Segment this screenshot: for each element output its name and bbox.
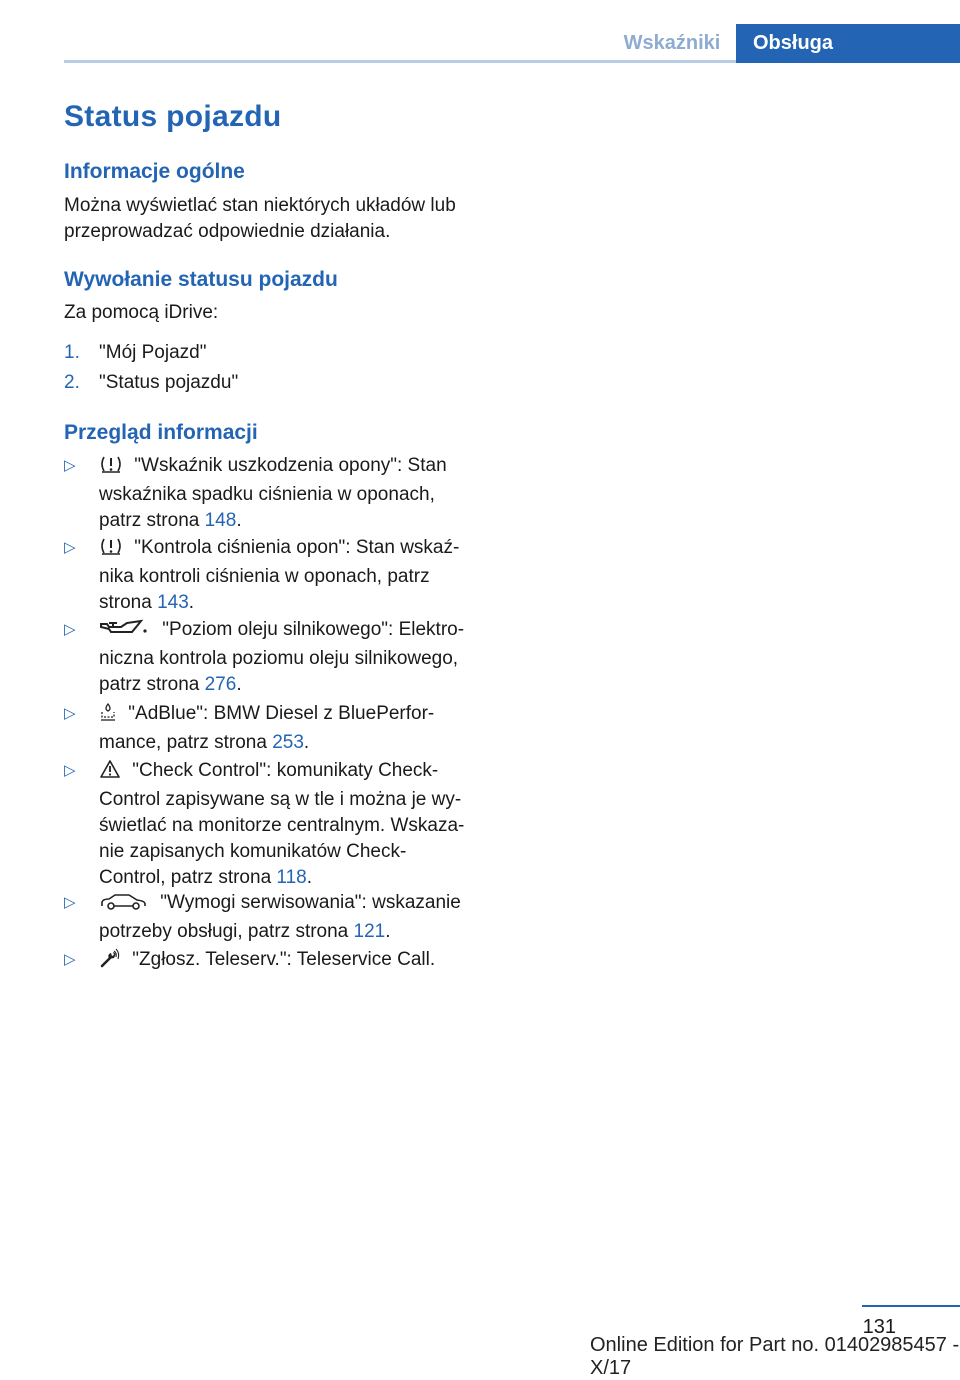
general-text-1: Można wyświetlać stan niektórych układów lub <box>64 195 456 216</box>
page-link-118[interactable]: 118 <box>276 867 307 888</box>
item-text: Control, patrz strona <box>99 867 277 888</box>
bullet-marker: ▷ <box>64 457 76 474</box>
tire-pressure-warning-icon <box>99 454 123 482</box>
teleservice-wrench-icon <box>99 948 121 976</box>
page-link-148[interactable]: 148 <box>204 510 237 531</box>
tab-wskazniki[interactable]: Wskaźniki <box>623 32 721 54</box>
item-text: patrz strona <box>99 674 205 695</box>
bullet-marker: ▷ <box>64 705 76 722</box>
page-number: 131 <box>862 1316 896 1338</box>
general-text-2: przeprowadzać odpowiednie działania. <box>64 221 391 242</box>
item-text: patrz strona <box>99 510 205 531</box>
bullet-marker: ▷ <box>64 539 76 556</box>
item-text-end: . <box>306 867 312 888</box>
page-link-253[interactable]: 253 <box>272 732 304 753</box>
oil-can-icon <box>99 618 151 646</box>
item-text-end: . <box>236 674 242 695</box>
footer-edition: Online Edition for Part no. 01402985457 - X/17 <box>590 1334 960 1379</box>
item-text: Control zapisywane są w tle i można je wy- <box>99 789 462 810</box>
heading-overview: Przegląd informacji <box>64 421 258 444</box>
page-link-276[interactable]: 276 <box>204 674 237 695</box>
page-link-121[interactable]: 121 <box>353 921 386 942</box>
item-text-end: . <box>303 732 310 753</box>
item-text: "Poziom oleju silnikowego": Elektro- <box>157 619 465 640</box>
page-number-rule <box>862 1305 960 1307</box>
item-text: mance, patrz strona <box>99 732 273 753</box>
page-link-143[interactable]: 143 <box>157 592 189 613</box>
item-text: "Wymogi serwisowania": wskazanie <box>155 892 461 913</box>
step-number: 1. <box>64 342 80 363</box>
item-text: "Kontrola ciśnienia opon": Stan wskaź- <box>129 537 460 558</box>
step-1 <box>64 340 206 366</box>
item-text: nie zapisanych komunikatów Check- <box>99 841 407 862</box>
call-text: Za pomocą iDrive: <box>64 302 219 323</box>
tab-obsluga[interactable]: Obsługa <box>736 24 960 63</box>
step-label: "Mój Pojazd" <box>99 342 207 363</box>
adblue-icon <box>99 702 117 730</box>
item-text: wskaźnika spadku ciśnienia w oponach, <box>99 484 435 505</box>
step-number: 2. <box>64 372 80 393</box>
service-car-icon <box>99 891 149 919</box>
item-text: nika kontroli ciśnienia w oponach, patrz <box>99 566 430 587</box>
item-text-end: . <box>188 592 195 613</box>
item-text: "AdBlue": BMW Diesel z BluePerfor- <box>123 703 435 724</box>
heading-general: Informacje ogólne <box>64 160 245 183</box>
item-text: świetlać na monitorze centralnym. Wskaza- <box>99 815 465 836</box>
item-text: niczna kontrola poziomu oleju silnikowego, <box>99 648 459 669</box>
item-text: "Wskaźnik uszkodzenia opony": Stan <box>129 455 447 476</box>
item-text: strona <box>99 592 158 613</box>
item-text: "Zgłosz. Teleserv.": Teleservice Call. <box>127 949 436 970</box>
item-text-end: . <box>236 510 242 531</box>
bullet-marker: ▷ <box>64 762 76 779</box>
bullet-marker: ▷ <box>64 894 76 911</box>
item-text: "Check Control": komunikaty Check- <box>127 760 439 781</box>
bullet-marker: ▷ <box>64 951 76 968</box>
heading-call: Wywołanie statusu pojazdu <box>64 268 338 291</box>
page-title: Status pojazdu <box>64 100 282 133</box>
step-label: "Status pojazdu" <box>99 372 239 393</box>
warning-triangle-icon <box>99 759 121 787</box>
item-text-end: . <box>385 921 391 942</box>
bullet-marker: ▷ <box>64 621 76 638</box>
tire-pressure-control-icon <box>99 536 123 564</box>
item-text: potrzeby obsługi, patrz strona <box>99 921 354 942</box>
step-2 <box>64 370 238 396</box>
